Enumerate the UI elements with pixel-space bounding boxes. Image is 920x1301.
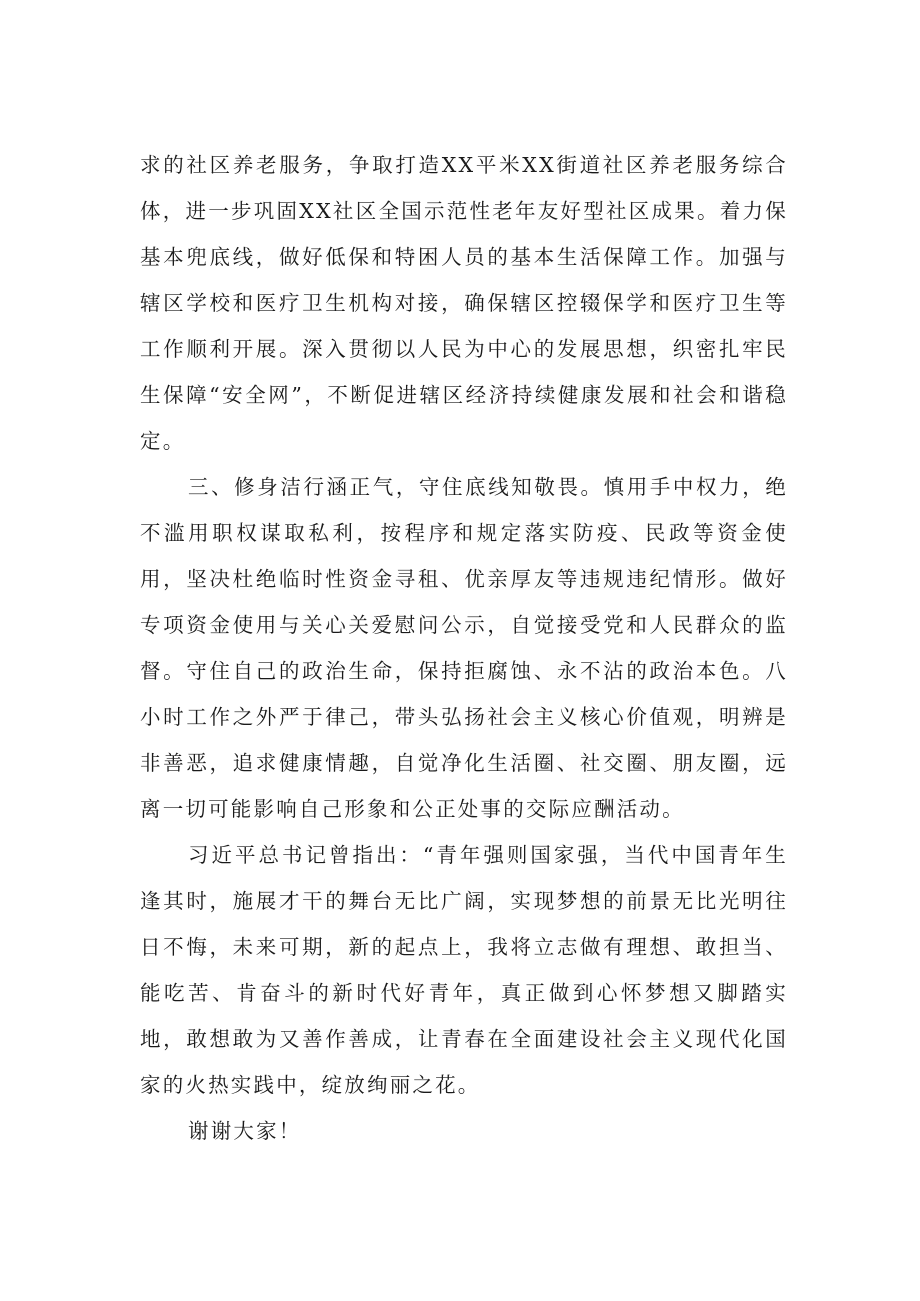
document-body (140, 142, 788, 1154)
paragraph-quote: 习近平总书记曾指出：“青年强则国家强，当代中国青年生逢其时，施展才干的舞台无比广阔，实现梦想的前景无比光明往日不悔，未来可期，新的起点上，我将立志做有理想、敢担当、能吃苦、肯奋斗的新时代好青年，真正做到心怀梦想又脚踏实地，敢想敢为又善作善成，让青春在全面建设社会主义现代化国家的火热实践中，绽放绚丽之花。 (140, 843, 788, 1097)
paragraph-continuation: 求的社区养老服务，争取打造XX平米XX街道社区养老服务综合体，进一步巩固XX社区全国示范性老年友好型社区成果。着力保基本兜底线，做好低保和特困人员的基本生活保障工作。加强与辖区学校和医疗卫生机构对接，确保辖区控辍保学和医疗卫生等工作顺利开展。深入贯彻以人民为中心的发展思想，织密扎牢民生保障“安全网”，不断促进辖区经济持续健康发展和社会和谐稳定。 (140, 153, 788, 453)
paragraph-section-three: 三、修身洁行涵正气，守住底线知敬畏。慎用手中权力，绝不滥用职权谋取私利，按程序和规定落实防疫、民政等资金使用，坚决杜绝临时性资金寻租、优亲厚友等违规违纪情形。做好专项资金使用与关心关爱慰问公示，自觉接受党和人民群众的监督。守住自己的政治生命，保持拒腐蚀、永不沾的政治本色。八小时工作之外严于律己，带头弘扬社会主义核心价值观，明辨是非善恶，追求健康情趣，自觉净化生活圈、社交圈、朋友圈，远离一切可能影响自己形象和公正处事的交际应酬活动。 (140, 475, 788, 821)
paragraph-closing: 谢谢大家！ (188, 1119, 302, 1143)
